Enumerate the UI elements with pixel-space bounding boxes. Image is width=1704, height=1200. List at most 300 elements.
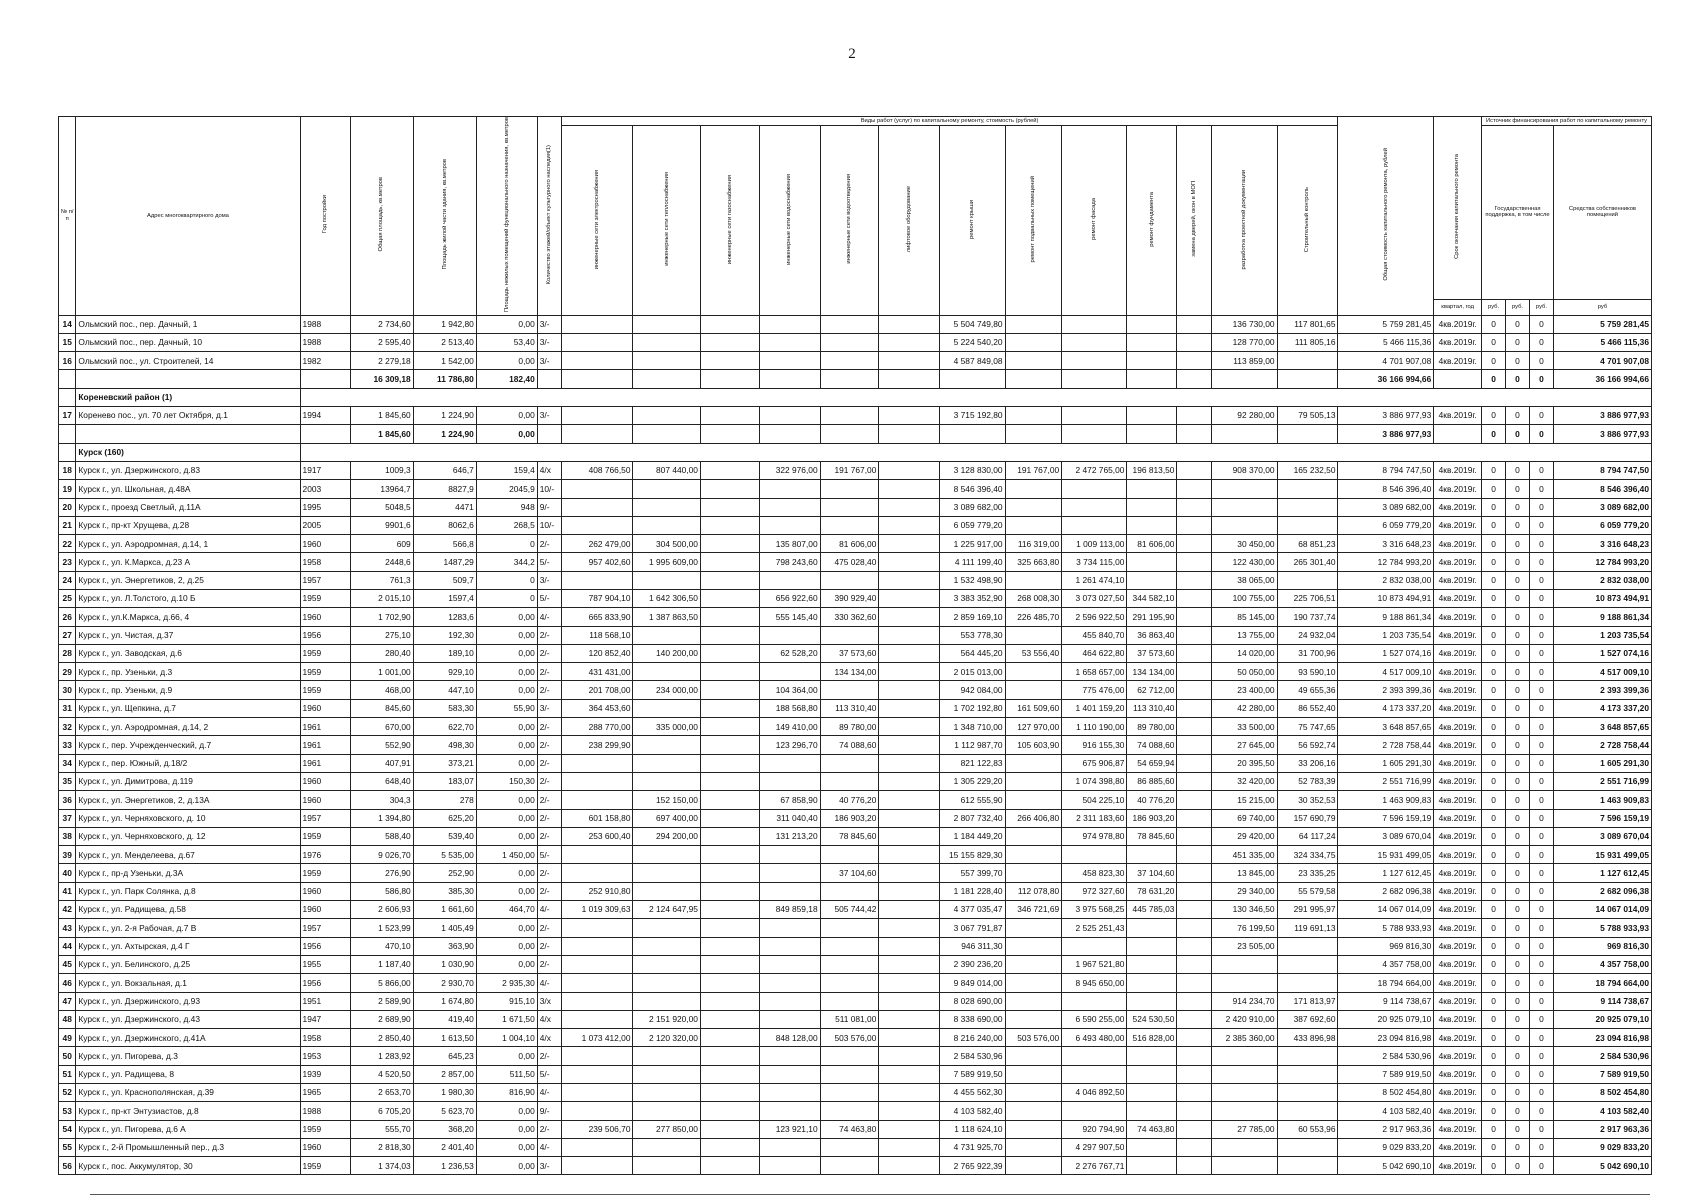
work-cost-cell	[1005, 772, 1062, 790]
work-cost-cell	[759, 480, 820, 498]
work-cost-cell	[1277, 1084, 1338, 1102]
work-cost-cell	[633, 1138, 700, 1156]
work-cost-cell	[1177, 352, 1212, 370]
owners-funds-cell: 3 648 857,65	[1553, 718, 1651, 736]
fund-municipal-cell: 0	[1529, 608, 1553, 626]
work-cost-cell	[1062, 937, 1127, 955]
owners-funds-cell: 2 551 716,99	[1553, 772, 1651, 790]
owners-funds-cell: 9 029 833,20	[1553, 1138, 1651, 1156]
fund-region-cell: 0	[1506, 461, 1530, 479]
work-cost-cell: 364 453,60	[561, 699, 633, 717]
work-cost-cell	[700, 736, 759, 754]
work-cost-cell: 89 780,00	[820, 718, 879, 736]
fund-municipal-cell: 0	[1529, 1010, 1553, 1028]
header-work-basement: ремонт подвальных помещений	[1005, 126, 1062, 315]
work-cost-cell	[561, 1102, 633, 1120]
work-cost-cell: 1 019 309,63	[561, 901, 633, 919]
work-cost-cell: 69 740,00	[1212, 809, 1277, 827]
owners-funds-cell: 4 103 582,40	[1553, 1102, 1651, 1120]
year-cell: 1959	[300, 589, 350, 607]
fund-public-cell: 0	[1482, 699, 1506, 717]
work-cost-cell	[700, 626, 759, 644]
work-cost-cell	[820, 370, 879, 388]
work-cost-cell	[633, 1047, 700, 1065]
work-cost-cell: 612 555,90	[940, 791, 1005, 809]
work-cost-cell	[1177, 1065, 1212, 1083]
work-cost-cell	[879, 352, 940, 370]
work-cost-cell: 4 046 892,50	[1062, 1084, 1127, 1102]
header-living-area: Площадь жилой части здания, кв.метров	[413, 117, 476, 316]
work-cost-cell	[759, 1102, 820, 1120]
work-cost-cell: 8 216 240,00	[940, 1029, 1005, 1047]
work-cost-cell	[1212, 498, 1277, 516]
work-cost-cell	[879, 937, 940, 955]
address-cell: Курск г., ул. Белинского, д.25	[76, 955, 300, 973]
work-cost-cell: 3 715 192,80	[940, 407, 1005, 425]
floors-cell: 2/-	[537, 535, 561, 553]
term-cell: 4кв.2019г.	[1434, 644, 1482, 662]
work-cost-cell	[759, 955, 820, 973]
work-cost-cell	[759, 516, 820, 534]
fund-region-cell: 0	[1506, 772, 1530, 790]
total-cost-cell: 5 759 281,45	[1338, 315, 1434, 333]
row-number: 20	[59, 498, 76, 516]
term-cell: 4кв.2019г.	[1434, 1102, 1482, 1120]
fund-public-cell: 0	[1482, 535, 1506, 553]
term-cell: 4кв.2019г.	[1434, 736, 1482, 754]
term-cell: 4кв.2019г.	[1434, 992, 1482, 1010]
fund-public-cell: 0	[1482, 1102, 1506, 1120]
work-cost-cell	[820, 352, 879, 370]
work-cost-cell	[820, 1157, 879, 1175]
work-cost-cell	[820, 571, 879, 589]
work-cost-cell: 1 118 624,10	[940, 1120, 1005, 1138]
work-cost-cell	[759, 919, 820, 937]
work-cost-cell	[879, 1029, 940, 1047]
living-area-cell: 4471	[413, 498, 476, 516]
work-cost-cell: 408 766,50	[561, 461, 633, 479]
work-cost-cell: 93 590,10	[1277, 663, 1338, 681]
total-cost-cell: 2 728 758,44	[1338, 736, 1434, 754]
work-cost-cell	[1005, 425, 1062, 443]
total-area-cell: 304,3	[350, 791, 413, 809]
work-cost-cell	[633, 864, 700, 882]
table-row	[59, 1102, 1652, 1120]
living-area-cell: 1597,4	[413, 589, 476, 607]
work-cost-cell: 15 215,00	[1212, 791, 1277, 809]
work-cost-cell	[1177, 718, 1212, 736]
floors-cell: 4/-	[537, 974, 561, 992]
table-row	[59, 901, 1652, 919]
work-cost-cell: 6 590 255,00	[1062, 1010, 1127, 1028]
fund-public-cell: 0	[1482, 846, 1506, 864]
work-cost-cell	[1277, 955, 1338, 973]
work-cost-cell: 1 110 190,00	[1062, 718, 1127, 736]
work-cost-cell: 136 730,00	[1212, 315, 1277, 333]
row-number: 56	[59, 1157, 76, 1175]
fund-region-cell: 0	[1506, 407, 1530, 425]
total-cost-cell: 2 393 399,36	[1338, 681, 1434, 699]
work-cost-cell: 13 755,00	[1212, 626, 1277, 644]
year-cell: 1957	[300, 571, 350, 589]
fund-municipal-cell: 0	[1529, 1138, 1553, 1156]
owners-funds-cell: 5 759 281,45	[1553, 315, 1651, 333]
fund-public-cell: 0	[1482, 791, 1506, 809]
fund-region-cell: 0	[1506, 589, 1530, 607]
term-cell: 4кв.2019г.	[1434, 461, 1482, 479]
fund-public-cell: 0	[1482, 736, 1506, 754]
work-cost-cell	[1062, 480, 1127, 498]
subtotal-row	[59, 370, 1652, 388]
floors-cell: 3/-	[537, 1157, 561, 1175]
work-cost-cell	[879, 1010, 940, 1028]
work-cost-cell: 503 576,00	[820, 1029, 879, 1047]
fund-municipal-cell: 0	[1529, 663, 1553, 681]
work-cost-cell: 78 631,20	[1127, 882, 1177, 900]
address-cell: Курск г., ул. Дзержинского, д.93	[76, 992, 300, 1010]
work-cost-cell	[1005, 791, 1062, 809]
address-cell: Курск г., ул. Черняховского, д. 10	[76, 809, 300, 827]
work-cost-cell	[1177, 754, 1212, 772]
total-area-cell: 2448,6	[350, 553, 413, 571]
work-cost-cell: 134 134,00	[820, 663, 879, 681]
fund-public-cell: 0	[1482, 1157, 1506, 1175]
work-cost-cell	[700, 370, 759, 388]
owners-funds-cell: 9 188 861,34	[1553, 608, 1651, 626]
work-cost-cell	[700, 846, 759, 864]
work-cost-cell: 238 299,90	[561, 736, 633, 754]
work-cost-cell: 56 592,74	[1277, 736, 1338, 754]
header-work-heating: инженерные сети теплоснабжения	[633, 126, 700, 315]
address-cell: Курск г., ул. Аэродромная, д.14, 1	[76, 535, 300, 553]
unit-term: квартал, год	[1434, 299, 1482, 315]
year-cell: 1959	[300, 864, 350, 882]
work-cost-cell: 3 975 568,25	[1062, 901, 1127, 919]
work-cost-cell	[820, 754, 879, 772]
work-cost-cell	[633, 992, 700, 1010]
row-number: 38	[59, 827, 76, 845]
fund-municipal-cell: 0	[1529, 553, 1553, 571]
row-number: 47	[59, 992, 76, 1010]
total-area-cell: 16 309,18	[350, 370, 413, 388]
table-row	[59, 955, 1652, 973]
work-cost-cell	[759, 1157, 820, 1175]
work-cost-cell: 40 776,20	[1127, 791, 1177, 809]
floors-cell: 2/-	[537, 919, 561, 937]
total-cost-cell: 7 596 159,19	[1338, 809, 1434, 827]
table-row	[59, 1157, 1652, 1175]
header-no: № п/п	[59, 117, 76, 316]
header-nonliving-area: Площадь нежилых помещений функционального назначения, кв.метров	[476, 117, 537, 316]
floors-cell: 4/-	[537, 608, 561, 626]
work-cost-cell	[633, 974, 700, 992]
work-cost-cell: 120 852,40	[561, 644, 633, 662]
row-number: 22	[59, 535, 76, 553]
living-area-cell: 1 236,53	[413, 1157, 476, 1175]
year-cell: 1955	[300, 955, 350, 973]
work-cost-cell	[700, 974, 759, 992]
work-cost-cell	[879, 736, 940, 754]
living-area-cell: 583,30	[413, 699, 476, 717]
term-cell: 4кв.2019г.	[1434, 1120, 1482, 1138]
fund-region-cell: 0	[1506, 535, 1530, 553]
term-cell: 4кв.2019г.	[1434, 589, 1482, 607]
group-filler	[300, 443, 1651, 461]
year-cell: 1982	[300, 352, 350, 370]
work-cost-cell	[820, 333, 879, 351]
owners-funds-cell: 1 127 612,45	[1553, 864, 1651, 882]
work-cost-cell	[1005, 1138, 1062, 1156]
work-cost-cell	[700, 461, 759, 479]
nonliving-area-cell: 0	[476, 571, 537, 589]
owners-funds-cell: 8 502 454,80	[1553, 1084, 1651, 1102]
work-cost-cell	[879, 1065, 940, 1083]
table-row	[59, 480, 1652, 498]
owners-funds-cell: 1 203 735,54	[1553, 626, 1651, 644]
nonliving-area-cell: 0,00	[476, 955, 537, 973]
work-cost-cell	[700, 754, 759, 772]
work-cost-cell	[561, 864, 633, 882]
unit-rub-public: руб.	[1482, 299, 1506, 315]
term-cell: 4кв.2019г.	[1434, 516, 1482, 534]
work-cost-cell: 2 124 647,95	[633, 901, 700, 919]
work-cost-cell	[1127, 480, 1177, 498]
work-cost-cell: 291 995,97	[1277, 901, 1338, 919]
work-cost-cell	[1177, 516, 1212, 534]
living-area-cell: 2 513,40	[413, 333, 476, 351]
work-cost-cell	[561, 791, 633, 809]
living-area-cell: 2 930,70	[413, 974, 476, 992]
work-cost-cell	[700, 663, 759, 681]
term-cell: 4кв.2019г.	[1434, 901, 1482, 919]
work-cost-cell: 697 400,00	[633, 809, 700, 827]
work-cost-cell	[561, 937, 633, 955]
total-area-cell: 4 520,50	[350, 1065, 413, 1083]
work-cost-cell	[759, 992, 820, 1010]
work-cost-cell	[561, 1047, 633, 1065]
fund-public-cell: 0	[1482, 480, 1506, 498]
term-cell	[1434, 425, 1482, 443]
fund-region-cell: 0	[1506, 1047, 1530, 1065]
total-cost-cell: 8 502 454,80	[1338, 1084, 1434, 1102]
floors-cell: 10/-	[537, 516, 561, 534]
work-cost-cell: 475 028,40	[820, 553, 879, 571]
total-area-cell: 1 187,40	[350, 955, 413, 973]
work-cost-cell	[940, 425, 1005, 443]
fund-region-cell: 0	[1506, 955, 1530, 973]
total-area-cell: 2 606,93	[350, 901, 413, 919]
living-area-cell: 1 661,60	[413, 901, 476, 919]
total-area-cell: 13964,7	[350, 480, 413, 498]
work-cost-cell: 445 785,03	[1127, 901, 1177, 919]
total-cost-cell: 18 794 664,00	[1338, 974, 1434, 992]
work-cost-cell	[1277, 974, 1338, 992]
work-cost-cell: 152 150,00	[633, 791, 700, 809]
work-cost-cell	[700, 718, 759, 736]
fund-region-cell: 0	[1506, 864, 1530, 882]
total-area-cell: 1 283,92	[350, 1047, 413, 1065]
work-cost-cell: 1 073 412,00	[561, 1029, 633, 1047]
term-cell: 4кв.2019г.	[1434, 827, 1482, 845]
fund-public-cell: 0	[1482, 498, 1506, 516]
year-cell: 1959	[300, 644, 350, 662]
fund-municipal-cell: 0	[1529, 992, 1553, 1010]
header-owners-funds: Средства собственников помещений	[1553, 126, 1651, 299]
work-cost-cell: 6 493 480,00	[1062, 1029, 1127, 1047]
row-number: 26	[59, 608, 76, 626]
fund-public-cell: 0	[1482, 974, 1506, 992]
total-cost-cell: 4 357 758,00	[1338, 955, 1434, 973]
total-area-cell: 670,00	[350, 718, 413, 736]
work-cost-cell: 675 906,87	[1062, 754, 1127, 772]
row-number: 45	[59, 955, 76, 973]
work-cost-cell	[879, 333, 940, 351]
row-number: 30	[59, 681, 76, 699]
row-number: 24	[59, 571, 76, 589]
work-cost-cell: 455 840,70	[1062, 626, 1127, 644]
work-cost-cell: 4 111 199,40	[940, 553, 1005, 571]
row-number: 31	[59, 699, 76, 717]
nonliving-area-cell: 150,30	[476, 772, 537, 790]
work-cost-cell: 13 845,00	[1212, 864, 1277, 882]
total-area-cell: 1 394,80	[350, 809, 413, 827]
address-cell: Курск г., ул. Аэродромная, д.14, 2	[76, 718, 300, 736]
total-cost-cell: 3 886 977,93	[1338, 407, 1434, 425]
work-cost-cell: 346 721,69	[1005, 901, 1062, 919]
total-area-cell: 1 702,90	[350, 608, 413, 626]
work-cost-cell	[1277, 1138, 1338, 1156]
year-cell: 1947	[300, 1010, 350, 1028]
work-cost-cell	[1062, 333, 1127, 351]
work-cost-cell	[633, 736, 700, 754]
address-cell: Курск г., ул. Чистая, д.37	[76, 626, 300, 644]
living-area-cell: 509,7	[413, 571, 476, 589]
work-cost-cell: 113 310,40	[820, 699, 879, 717]
living-area-cell: 566,8	[413, 535, 476, 553]
total-cost-cell: 2 551 716,99	[1338, 772, 1434, 790]
floors-cell: 3/-	[537, 407, 561, 425]
work-cost-cell	[1177, 992, 1212, 1010]
table-row	[59, 846, 1652, 864]
work-cost-cell	[1177, 608, 1212, 626]
fund-municipal-cell: 0	[1529, 626, 1553, 644]
total-cost-cell: 9 029 833,20	[1338, 1138, 1434, 1156]
fund-public-cell: 0	[1482, 1047, 1506, 1065]
work-cost-cell	[1177, 315, 1212, 333]
living-area-cell: 1 980,30	[413, 1084, 476, 1102]
work-cost-cell: 1 995 609,00	[633, 553, 700, 571]
work-cost-cell: 36 863,40	[1127, 626, 1177, 644]
work-cost-cell	[1005, 315, 1062, 333]
work-cost-cell	[1127, 571, 1177, 589]
work-cost-cell	[759, 974, 820, 992]
work-cost-cell	[1062, 425, 1127, 443]
work-cost-cell	[700, 644, 759, 662]
fund-public-cell: 0	[1482, 553, 1506, 571]
fund-region-cell: 0	[1506, 1084, 1530, 1102]
work-cost-cell: 37 573,60	[820, 644, 879, 662]
work-cost-cell	[1005, 352, 1062, 370]
table-row	[59, 1065, 1652, 1083]
fund-municipal-cell: 0	[1529, 352, 1553, 370]
work-cost-cell: 40 776,20	[820, 791, 879, 809]
work-cost-cell: 171 813,97	[1277, 992, 1338, 1010]
work-cost-cell: 234 000,00	[633, 681, 700, 699]
work-cost-cell: 74 088,60	[1127, 736, 1177, 754]
total-cost-cell: 3 089 682,00	[1338, 498, 1434, 516]
row-number: 48	[59, 1010, 76, 1028]
total-area-cell: 552,90	[350, 736, 413, 754]
work-cost-cell	[633, 919, 700, 937]
floors-cell: 9/-	[537, 498, 561, 516]
term-cell: 4кв.2019г.	[1434, 1157, 1482, 1175]
work-cost-cell	[1127, 407, 1177, 425]
table-row	[59, 699, 1652, 717]
table-row	[59, 1047, 1652, 1065]
work-cost-cell	[633, 754, 700, 772]
work-cost-cell	[1127, 553, 1177, 571]
work-cost-cell: 1 967 521,80	[1062, 955, 1127, 973]
term-cell: 4кв.2019г.	[1434, 352, 1482, 370]
address-cell: Курск г., пер. Учрежденческий, д.7	[76, 736, 300, 754]
work-cost-cell	[1212, 1157, 1277, 1175]
work-cost-cell	[1177, 1102, 1212, 1120]
nonliving-area-cell: 0,00	[476, 827, 537, 845]
work-cost-cell: 3 734 115,00	[1062, 553, 1127, 571]
work-cost-cell	[1177, 553, 1212, 571]
table-row	[59, 553, 1652, 571]
term-cell: 4кв.2019г.	[1434, 1138, 1482, 1156]
work-cost-cell: 8 338 690,00	[940, 1010, 1005, 1028]
nonliving-area-cell: 0,00	[476, 352, 537, 370]
work-cost-cell	[1177, 370, 1212, 388]
work-cost-cell	[759, 1065, 820, 1083]
fund-region-cell: 0	[1506, 1157, 1530, 1175]
fund-public-cell: 0	[1482, 718, 1506, 736]
total-area-cell: 6 705,20	[350, 1102, 413, 1120]
work-cost-cell: 511 081,00	[820, 1010, 879, 1028]
work-cost-cell: 1 181 228,40	[940, 882, 1005, 900]
year-cell: 1956	[300, 937, 350, 955]
work-cost-cell	[1005, 919, 1062, 937]
total-area-cell: 468,00	[350, 681, 413, 699]
work-cost-cell	[700, 1120, 759, 1138]
work-cost-cell: 37 573,60	[1127, 644, 1177, 662]
work-cost-cell	[700, 315, 759, 333]
floors-cell: 3/-	[537, 571, 561, 589]
work-cost-cell: 288 770,00	[561, 718, 633, 736]
work-cost-cell: 42 280,00	[1212, 699, 1277, 717]
fund-municipal-cell: 0	[1529, 480, 1553, 498]
owners-funds-cell: 2 393 399,36	[1553, 681, 1651, 699]
living-area-cell: 1283,6	[413, 608, 476, 626]
work-cost-cell	[561, 1010, 633, 1028]
table-row	[59, 516, 1652, 534]
total-area-cell: 2 818,30	[350, 1138, 413, 1156]
work-cost-cell	[1005, 498, 1062, 516]
work-cost-cell	[1177, 955, 1212, 973]
work-cost-cell	[561, 425, 633, 443]
address-cell: Курск г., пр-кт Хрущева, д.28	[76, 516, 300, 534]
work-cost-cell: 49 655,36	[1277, 681, 1338, 699]
work-cost-cell	[1177, 480, 1212, 498]
living-area-cell: 2 401,40	[413, 1138, 476, 1156]
work-cost-cell	[1212, 1102, 1277, 1120]
total-area-cell: 1009,3	[350, 461, 413, 479]
table-row	[59, 1029, 1652, 1047]
address-cell: Ольмский пос., ул. Строителей, 14	[76, 352, 300, 370]
table-row	[59, 809, 1652, 827]
